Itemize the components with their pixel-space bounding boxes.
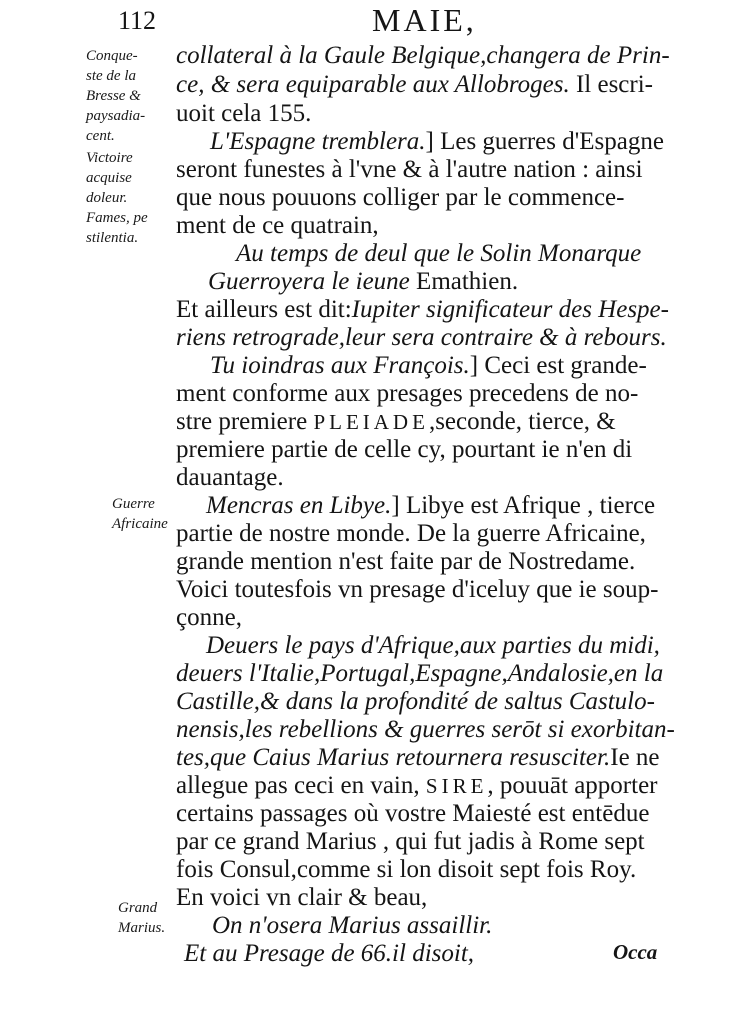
text-line: [176, 100, 311, 128]
italic-segment: Guerroyera le ieune: [208, 268, 417, 295]
text-segment: Il escri-: [569, 71, 653, 98]
text-line: [176, 800, 649, 828]
text-segment: ] Ceci est grande-: [469, 352, 647, 379]
italic-segment: tes,que Caius Marius retournera resusciter.: [176, 744, 611, 771]
text-segment: par ce grand Marius , qui fut jadis à Rome sept: [176, 828, 645, 855]
text-line: [176, 212, 379, 240]
text-segment: ,seconde, tierce, &: [428, 408, 616, 435]
margin-note: Conque- ste de la Bresse & paysadia- cent.: [86, 48, 146, 144]
text-line: [176, 576, 658, 604]
text-segment: ment de ce quatrain,: [176, 212, 379, 239]
margin-note: Guerre Africaine: [112, 496, 168, 532]
text-line: [176, 716, 675, 744]
text-segment: ] Libye est Afrique , tierce: [391, 492, 656, 519]
catchword: Occa: [613, 940, 658, 964]
text-line: [206, 632, 660, 660]
text-line: [176, 436, 632, 464]
text-line: [176, 520, 646, 548]
text-segment: çonne,: [176, 604, 242, 631]
text-line: [176, 744, 660, 772]
italic-segment: collateral à la Gaule Belgique,changera de Prin-: [176, 42, 670, 69]
italic-segment: L'Espagne tremblera.: [210, 128, 426, 155]
text-line: [210, 128, 664, 156]
text-segment: Voici toutesfois vn presage d'iceluy que ie soup-: [176, 576, 659, 603]
text-line: [184, 940, 474, 968]
text-segment: ment conforme aux presages precedens de no-: [176, 380, 639, 407]
text-line: [176, 464, 284, 492]
text-segment: premiere partie de celle cy, pourtant ie n'en di: [176, 436, 633, 463]
italic-segment: riens retrograde,leur sera contraire & à rebours.: [176, 324, 667, 351]
text-segment: partie de nostre monde. De la guerre Africaine,: [176, 520, 646, 547]
italic-segment: Mencras en Libye.: [206, 492, 392, 519]
text-line: [176, 660, 663, 688]
text-segment: grande mention n'est faite par de Nostredame.: [176, 548, 636, 575]
text-line: [176, 156, 643, 184]
text-line: [176, 184, 624, 212]
text-segment: Ie ne: [610, 744, 660, 771]
text-line: [212, 912, 492, 940]
italic-segment: deuers l'Italie,Portugal,Espagne,Andalosie,en la: [176, 660, 664, 687]
text-line: [176, 772, 658, 800]
text-line: [236, 240, 641, 268]
text-segment: Emathien.: [416, 268, 519, 295]
text-segment: Et ailleurs est dit:: [176, 296, 352, 323]
text-line: [176, 71, 653, 99]
text-segment: certains passages où vostre Maiesté est entēdue: [176, 800, 650, 827]
text-segment: dauantage.: [176, 464, 284, 491]
text-line: [176, 296, 669, 324]
italic-segment: nensis,les rebellions & guerres serōt si exorbitan-: [176, 716, 675, 743]
italic-segment: François.: [373, 352, 470, 379]
italic-segment: Deuers le pays d'Afrique,aux parties du midi,: [206, 632, 660, 659]
text-line: [206, 492, 655, 520]
text-segment: , pouuāt apporter: [487, 772, 658, 799]
text-line: [176, 548, 635, 576]
text-segment: stre premiere: [176, 408, 314, 435]
italic-segment: Iupiter significateur des Hespe-: [351, 296, 669, 323]
text-segment: allegue pas ceci en vain,: [176, 772, 426, 799]
italic-segment: Castille,& dans la profondité de saltus Castulo-: [176, 688, 655, 715]
running-title: MAIE,: [372, 2, 477, 38]
text-line: [176, 856, 636, 884]
text-segment: seront funestes à l'vne & à l'autre nation : ainsi: [176, 156, 643, 183]
italic-segment: ce, & sera equiparable aux Allobroges.: [176, 71, 570, 98]
text-line: [176, 604, 242, 632]
italic-segment: Au temps de deul que le Solin Monarque: [236, 240, 642, 267]
text-line: [176, 324, 667, 352]
italic-segment: Tu ioindras aux: [210, 352, 374, 379]
text-line: [210, 352, 647, 380]
text-line: [176, 688, 655, 716]
text-segment: En voici vn clair & beau,: [176, 884, 428, 911]
small-caps-word: PLEIADE: [313, 410, 429, 434]
text-line: [176, 42, 670, 70]
text-line: [176, 380, 638, 408]
text-segment: fois Consul,comme si lon disoit sept fois Roy.: [176, 856, 637, 883]
italic-segment: Et au Presage de 66.il disoit,: [184, 940, 475, 967]
italic-segment: On n'osera Marius assaillir.: [212, 912, 493, 939]
small-caps-word: SIRE: [425, 774, 488, 798]
text-line: [176, 408, 616, 436]
page-number: 112: [118, 6, 157, 35]
margin-note: Grand Marius.: [118, 900, 166, 936]
text-segment: ] Les guerres d'Espagne: [425, 128, 664, 155]
text-line: [208, 268, 518, 296]
text-line: [176, 828, 645, 856]
text-segment: uoit cela 155.: [176, 100, 312, 127]
text-segment: que nous pouuons colliger par le commence-: [176, 184, 625, 211]
margin-note: Victoire acquise doleur. Fames, pe stilentia.: [86, 150, 148, 246]
text-line: [176, 884, 427, 912]
